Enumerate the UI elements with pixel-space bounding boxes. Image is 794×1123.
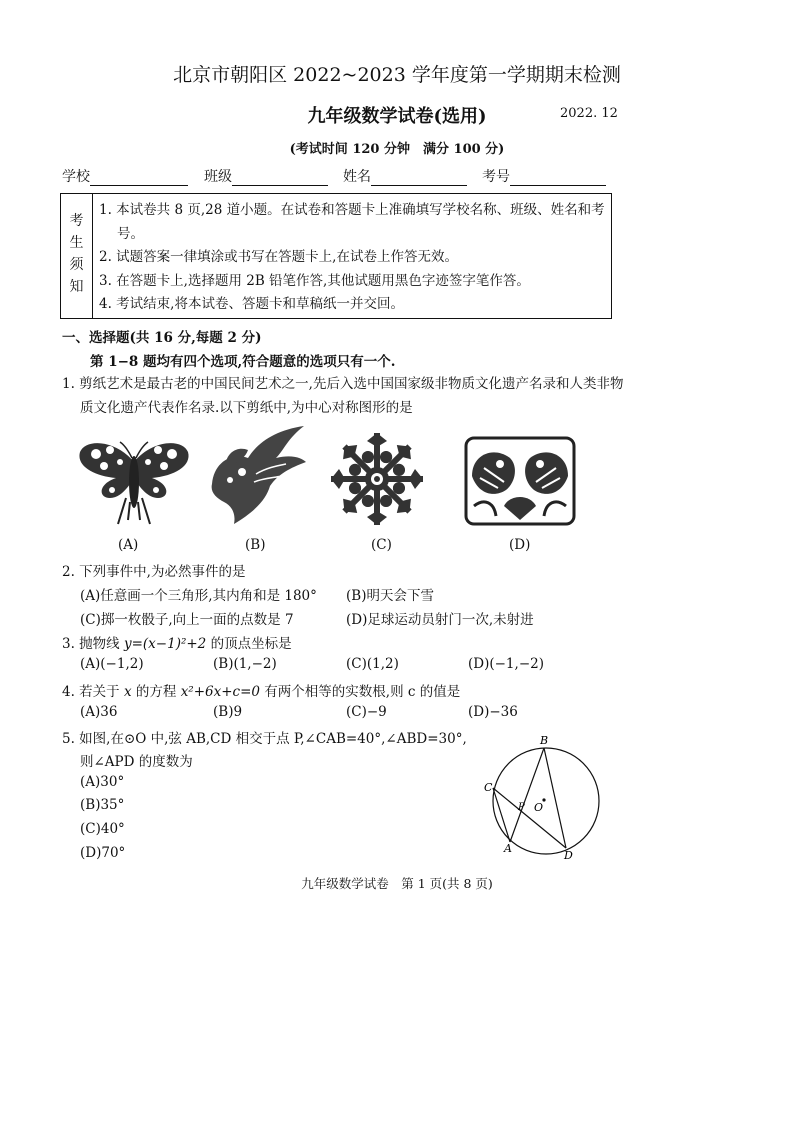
q4-option: (D)−36 <box>468 704 518 720</box>
school-label: 学校 <box>62 169 90 185</box>
segment-ca <box>493 788 510 842</box>
exam-title: 北京市朝阳区 2022~2023 学年度第一学期期末检测 <box>173 64 621 86</box>
q4-option: (C)−9 <box>346 704 387 720</box>
papercut-swallow-image <box>206 424 308 528</box>
question-2-text: 2. 下列事件中,为必然事件的是 <box>62 564 246 580</box>
exam-subtitle: 九年级数学试卷(选用) <box>307 106 487 127</box>
point-label-b: B <box>540 734 549 747</box>
exam-date: 2022. 12 <box>560 106 618 121</box>
q3-formula: y=(x−1)²+2 <box>123 636 207 652</box>
point-label-o: O <box>534 801 544 814</box>
notice-label: 考 生 须 知 <box>61 194 93 318</box>
point-label-d: D <box>564 849 573 862</box>
page-footer: 九年级数学试卷 第 1 页(共 8 页) <box>301 876 493 891</box>
point-label-a: A <box>504 842 512 855</box>
q2-option: (D)足球运动员射门一次,未射进 <box>346 612 534 628</box>
q3-option: (A)(−1,2) <box>80 656 144 672</box>
chord-ab <box>510 748 544 842</box>
q2-option: (C)掷一枚骰子,向上一面的点数是 7 <box>80 612 294 628</box>
q4-option: (B)9 <box>213 704 243 720</box>
notice-item: 3. 在答题卡上,选择题用 2B 铅笔作答,其他试题用黑色字迹签字笔作答。 <box>99 272 530 289</box>
question-5-text: 5. 如图,在⊙O 中,弦 AB,CD 相交于点 P,∠CAB=40°,∠ABD=30°, <box>62 731 467 747</box>
question-4-text: 4. 若关于 x 的方程 x²+6x+c=0 有两个相等的实数根,则 c 的值是 <box>62 684 461 700</box>
section-instruction: 第 1−8 题均有四个选项,符合题意的选项只有一个. <box>90 354 396 370</box>
name-label: 姓名 <box>343 169 371 185</box>
circle-geometry-figure <box>476 728 606 864</box>
q4-formula: x²+6x+c=0 <box>180 684 260 700</box>
notice-item: 1. 本试卷共 8 页,28 道小题。在试卷和答题卡上准确填写学校名称、班级、姓名和考号。 <box>99 202 605 242</box>
papercut-label: (C) <box>371 537 392 553</box>
name-field[interactable] <box>343 166 467 186</box>
papercut-fish-image <box>464 436 576 526</box>
exam-time-info: (考试时间 120 分钟 满分 100 分) <box>289 142 505 157</box>
q3-option: (B)(1,−2) <box>213 656 277 672</box>
q5-option: (D)70° <box>80 845 126 861</box>
papercut-label: (D) <box>509 537 531 553</box>
point-label-c: C <box>484 781 493 794</box>
papercut-label: (B) <box>245 537 266 553</box>
notice-item: 4. 考试结束,将本试卷、答题卡和草稿纸一并交回。 <box>99 296 404 312</box>
question-3-text: 3. 抛物线 y=(x−1)²+2 的顶点坐标是 <box>62 636 292 652</box>
papercut-butterfly-image <box>76 432 192 528</box>
q5-option: (B)35° <box>80 797 125 813</box>
school-field[interactable] <box>62 166 188 186</box>
papercut-label: (A) <box>118 537 139 553</box>
q3-option: (D)(−1,−2) <box>468 656 544 672</box>
q2-option: (B)明天会下雪 <box>346 588 434 604</box>
exam-number-field[interactable] <box>482 166 606 186</box>
q4-option: (A)36 <box>80 704 118 720</box>
point-label-p: P <box>518 802 525 813</box>
class-label: 班级 <box>204 169 232 185</box>
question-1-text: 1. 剪纸艺术是最古老的中国民间艺术之一,先后入选中国国家级非物质文化遗产名录和人类非物质文化遗产代表作名录.以下剪纸中,为中心对称图形的是 <box>62 376 624 416</box>
exam-number-label: 考号 <box>482 169 510 185</box>
notice-item: 2. 试题答案一律填涂或书写在答题卡上,在试卷上作答无效。 <box>99 249 458 265</box>
question-5-text-cont: 则∠APD 的度数为 <box>80 754 193 770</box>
q5-option: (C)40° <box>80 821 125 837</box>
q3-option: (C)(1,2) <box>346 656 399 672</box>
papercut-snowflake-image <box>328 430 426 528</box>
candidate-notice-box <box>60 193 612 319</box>
q5-option: (A)30° <box>80 774 125 790</box>
q2-option: (A)任意画一个三角形,其内角和是 180° <box>80 588 317 604</box>
notice-items <box>99 199 607 317</box>
section-title: 一、选择题(共 16 分,每题 2 分) <box>62 330 262 346</box>
class-field[interactable] <box>204 166 328 186</box>
